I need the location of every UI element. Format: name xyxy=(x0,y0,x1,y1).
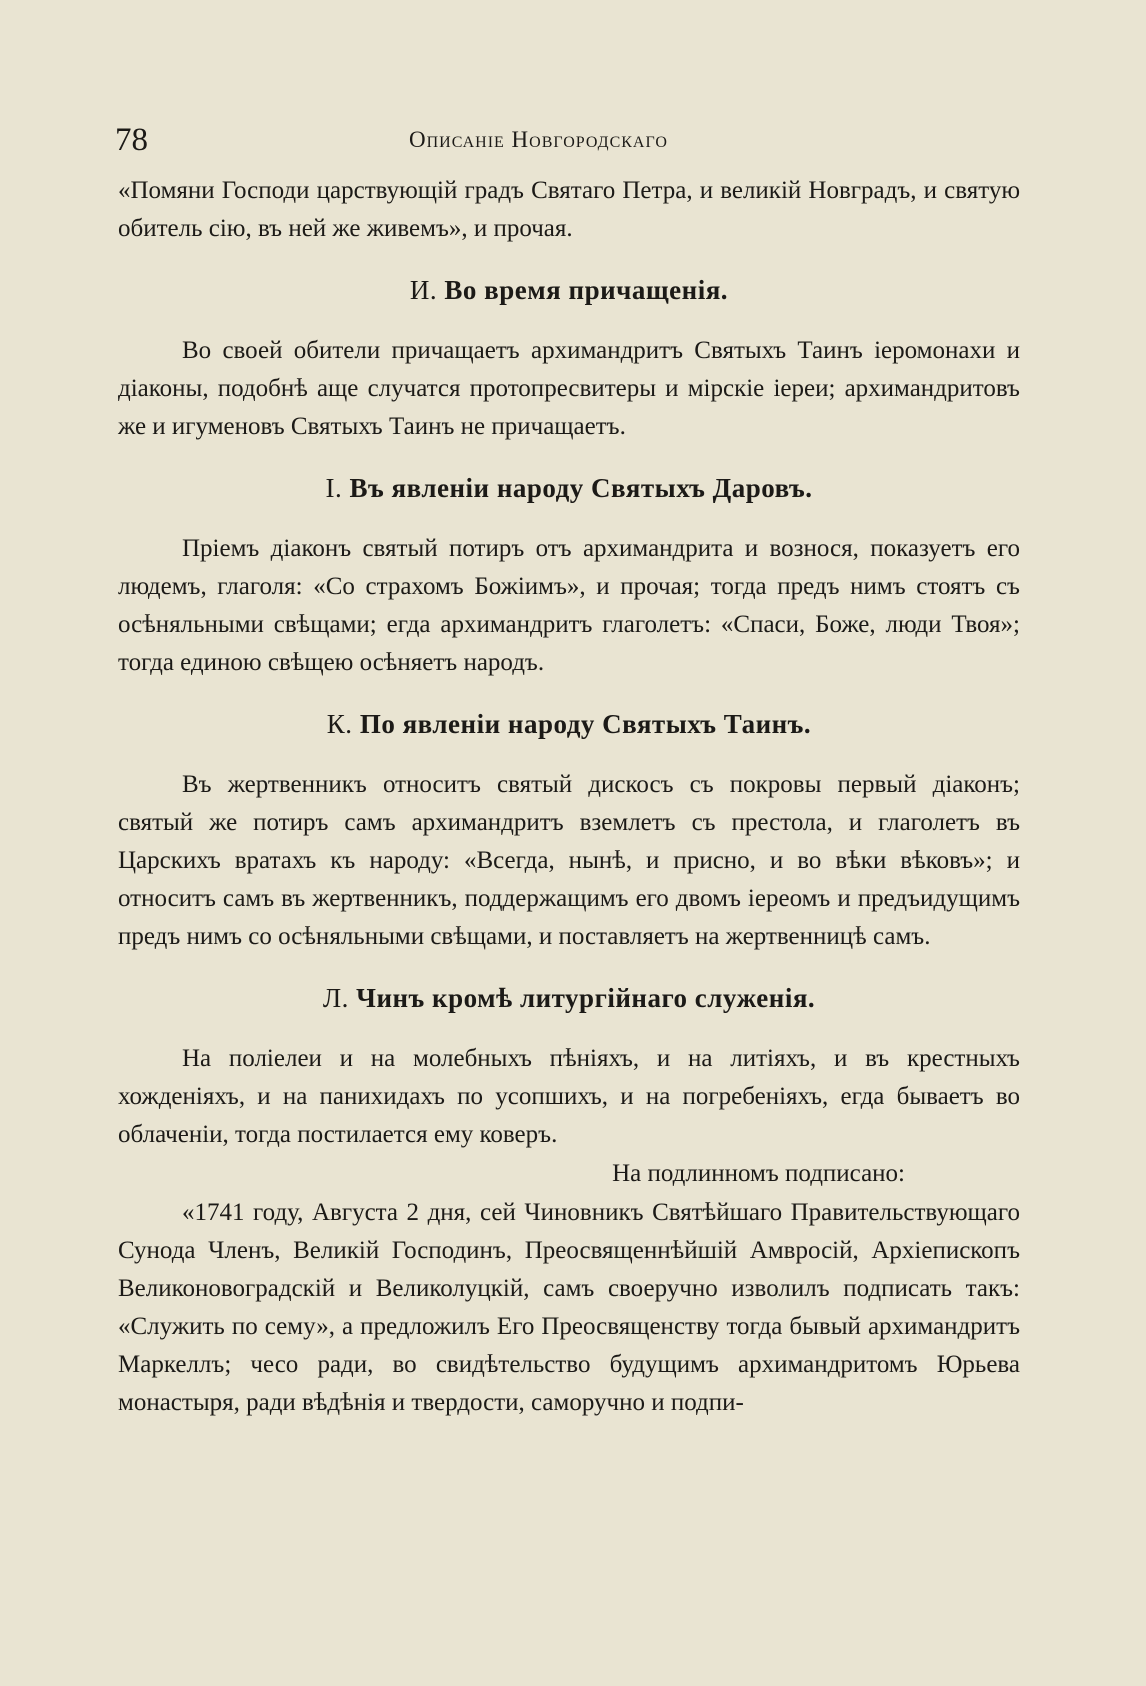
paragraph-communion: Во своей обители причащаетъ архимандритъ Святыхъ Таинъ іеромонахи и діаконы, подобнѣ аще случатся протопресвитеры и мірскіе іереи; архимандритовъ же и игуменовъ Святыхъ Таинъ не причащаетъ. xyxy=(118,337,1020,440)
paragraph-after-gifts: Въ жертвенникъ относитъ святый дискосъ съ покровы первый діаконъ; святый же потиръ самъ архимандритъ вземлетъ съ престола, и глаголетъ въ Царскихъ вратахъ къ народу: «Всегда, нынѣ, и присно, и во вѣки вѣковъ»; и относитъ самъ въ жертвенникъ, поддержащимъ его двомъ іереомъ и предъидущимъ предъ нимъ со осѣняльными свѣщами, и поставляетъ на жертвенницѣ самъ. xyxy=(118,771,1020,950)
text-body xyxy=(118,172,1020,1422)
heading-letter: И. xyxy=(409,275,438,305)
paragraph-non-liturgical: На поліелеи и на молебныхъ пѣніяхъ, и на литіяхъ, и въ крестныхъ хожденіяхъ, и на панихидахъ по усопшихъ, и на погребеніяхъ, егда бываетъ во облаченіи, тогда постилается ему коверъ. xyxy=(118,1045,1020,1148)
heading-gifts xyxy=(118,468,1020,508)
paragraph-commemoration: «Помяни Господи царствующій градъ Святаго Петра, и великій Новградъ, и святую обитель сію, въ ней же живемъ», и прочая. xyxy=(118,177,1020,242)
running-head xyxy=(115,120,1020,160)
heading-title: По явленіи народу Святыхъ Таинъ. xyxy=(359,709,812,739)
heading-title: Чинъ кромѣ литургійнаго служенія. xyxy=(356,983,816,1013)
heading-letter: К. xyxy=(326,709,353,739)
page-number: 78 xyxy=(115,122,148,158)
heading-letter: І. xyxy=(325,473,343,503)
heading-non-liturgical xyxy=(118,978,1020,1018)
heading-after-gifts xyxy=(118,704,1020,744)
paragraph-gifts: Пріемъ діаконъ святый потиръ отъ архимандрита и вознося, показуетъ его людемъ, глаголя: «Со страхомъ Божіимъ», и прочая; тогда предъ нимъ стоятъ съ осѣняльными свѣщами; егда архимандритъ глаголетъ: «Спаси, Боже, люди Твоя»; тогда единою свѣщею осѣняетъ народъ. xyxy=(118,535,1020,676)
running-title: Описаніе Новгородскаго xyxy=(409,127,668,152)
heading-letter: Л. xyxy=(322,983,349,1013)
heading-title: Во время причащенія. xyxy=(444,275,729,305)
heading-communion xyxy=(118,270,1020,310)
paragraph-signature-record: «1741 году, Августа 2 дня, сей Чиновникъ Святѣйшаго Правительствующаго Сунода Членъ, Великій Господинъ, Преосвященнѣйшій Амвросій, Архіепископъ Великоновоградскій и Великолуцкій, самъ своеручно изволилъ подписать такъ: «Служить по сему», а предложилъ Его Преосвященству тогда бывый архимандритъ Маркеллъ; чесо ради, во свидѣтельство будущимъ архимандритомъ Юрьева монастыря, ради вѣдѣнія и твердости, саморучно и подпи- xyxy=(118,1199,1020,1416)
signed-note: На подлинномъ подписано: xyxy=(612,1160,905,1187)
heading-title: Въ явленіи народу Святыхъ Даровъ. xyxy=(349,473,813,503)
